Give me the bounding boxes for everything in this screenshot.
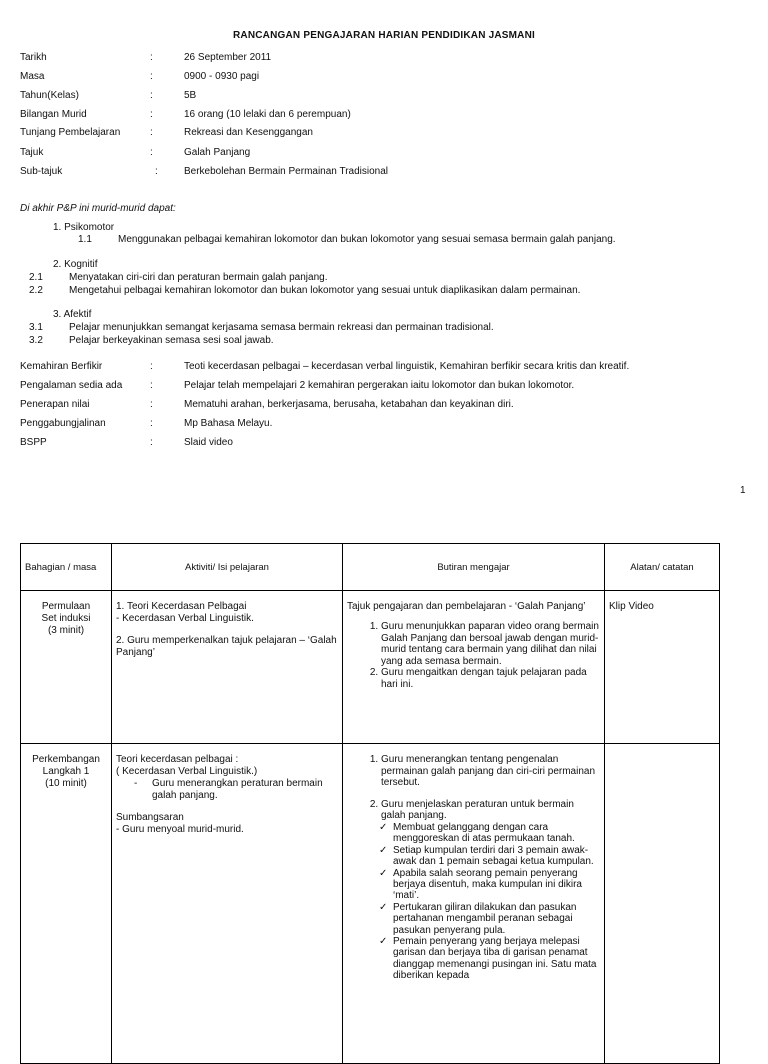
activity-cell — [112, 591, 343, 744]
table-header-row — [21, 544, 720, 591]
field-colon: : — [155, 166, 158, 177]
activity-line: - Guru menyoal murid-murid. — [116, 824, 244, 835]
field-colon: : — [150, 380, 153, 391]
objective-text: Menggunakan pelbagai kemahiran lokomotor dan bukan lokomotor yang sesuai semasa bermain galah panjang. — [118, 234, 616, 245]
activity-line: Sumbangsaran — [116, 812, 184, 823]
activity-line: 2. Guru memperkenalkan tajuk pelajaran – ‘Galah Panjang’ — [116, 635, 337, 658]
field-label: Tahun(Kelas) — [20, 90, 79, 101]
tools-cell — [605, 744, 720, 1064]
list-item: 2. Guru mengaitkan dengan tajuk pelajaran pada hari ini. — [381, 667, 600, 690]
field-value: 5B — [184, 90, 197, 101]
header-cell — [21, 544, 112, 591]
tools-cell — [605, 591, 720, 744]
field-colon: : — [150, 418, 153, 429]
check-item: ✓ Pemain penyerang yang berjaya melepasi garisan dan berjaya tiba di garisan penamat dianggap memenangi pusingan ini. Satu mata diberikan kepada — [379, 936, 600, 982]
field-value: Galah Panjang — [184, 147, 251, 158]
field-value: 16 orang (10 lelaki dan 6 perempuan) — [184, 109, 351, 120]
field-value: 26 September 2011 — [184, 52, 272, 63]
lesson-plan-table — [20, 543, 720, 1064]
field-value: Slaid video — [184, 437, 233, 448]
field-colon: : — [150, 437, 153, 448]
section-cell — [21, 744, 112, 1064]
field-label: Tunjang Pembelajaran — [20, 127, 121, 138]
table-row — [21, 744, 720, 1064]
field-value: Pelajar telah mempelajari 2 kemahiran pergerakan iaitu lokomotor dan bukan lokomotor. — [184, 380, 575, 391]
field-colon: : — [150, 147, 153, 158]
activity-line: Teori kecerdasan pelbagai : — [116, 754, 239, 765]
details-list — [347, 621, 600, 691]
objective-number: 3.1 — [29, 322, 43, 333]
field-colon: : — [150, 127, 153, 138]
dash-marker: - — [134, 778, 138, 789]
rules-checklist — [365, 822, 600, 982]
field-label: Penggabungjalinan — [20, 418, 106, 429]
details-cell — [343, 591, 605, 744]
field-value: Mp Bahasa Melayu. — [184, 418, 273, 429]
objective-head-psikomotor: 1. Psikomotor — [53, 222, 115, 233]
header-butiran: Butiran mengajar — [437, 561, 510, 573]
section-cell — [21, 591, 112, 744]
check-item: ✓ Pertukaran giliran dilakukan dan pasukan pertahanan mengambil peranan sebagai pasukan penyerang pula. — [379, 902, 600, 936]
section-duration: (3 minit) — [47, 625, 85, 636]
field-value: Berkebolehan Bermain Permainan Tradisional — [184, 166, 389, 177]
objective-head-kognitif: 2. Kognitif — [53, 259, 98, 270]
objectives-intro: Di akhir P&P ini murid-murid dapat: — [20, 203, 176, 214]
objective-text: Pelajar menunjukkan semangat kerjasama semasa bermain rekreasi dan permainan tradisional. — [69, 322, 494, 333]
objective-number: 2.2 — [29, 285, 43, 296]
header-bahagian: Bahagian / masa — [25, 561, 97, 573]
field-value: 0900 - 0930 pagi — [184, 71, 260, 82]
objective-number: 1.1 — [78, 234, 92, 245]
section-step: Langkah 1 — [42, 766, 90, 777]
check-item: ✓ Setiap kumpulan terdiri dari 3 pemain awak-awak dan 1 pemain sebagai ketua kumpulan. — [379, 845, 600, 868]
header-aktiviti: Aktiviti/ Isi pelajaran — [185, 561, 269, 573]
details-intro: Tajuk pengajaran dan pembelajaran - ‘Galah Panjang’ — [347, 601, 586, 612]
details-list — [347, 754, 600, 789]
check-item: ✓ Apabila salah seorang pemain penyerang berjaya disentuh, maka kumpulan ini dikira ‘mati’. — [379, 868, 600, 902]
field-label: Tarikh — [20, 52, 47, 63]
objective-text: Mengetahui pelbagai kemahiran lokomotor dan bukan lokomotor yang sesuai untuk diaplikasikan dalam permainan. — [69, 285, 581, 296]
field-colon: : — [150, 90, 153, 101]
check-item: ✓ Membuat gelanggang dengan cara menggoreskan di atas permukaan tanah. — [379, 822, 600, 845]
tools-text — [605, 744, 719, 760]
header-alatan: Alatan/ catatan — [630, 561, 694, 573]
header-cell — [343, 544, 605, 591]
field-colon: : — [150, 109, 153, 120]
field-value: Teoti kecerdasan pelbagai – kecerdasan verbal linguistik, Kemahiran berfikir secara kritis dan kreatif. — [184, 361, 630, 372]
header-cell — [112, 544, 343, 591]
field-label: BSPP — [20, 437, 47, 448]
activity-line: 1. Teori Kecerdasan Pelbagai — [116, 601, 247, 612]
field-label: Tajuk — [20, 147, 44, 158]
details-cell — [343, 744, 605, 1064]
field-colon: : — [150, 52, 153, 63]
list-item: 1. Guru menunjukkan paparan video orang bermain Galah Panjang dan bersoal jawab dengan murid-murid tentang cara bermain yang dilihat dan nilai yang ada semasa bermain. — [381, 621, 600, 667]
list-item: 1. Guru menerangkan tentang pengenalan permainan galah panjang dan ciri-ciri permainan tersebut. — [381, 754, 600, 789]
table-row — [21, 591, 720, 744]
field-label: Kemahiran Berfikir — [20, 361, 103, 372]
field-colon: : — [150, 361, 153, 372]
section-name: Permulaan — [41, 601, 91, 612]
page-number: 1 — [740, 485, 746, 496]
activity-line: ( Kecerdasan Verbal Linguistik.) — [116, 766, 258, 777]
activity-line: - Kecerdasan Verbal Linguistik. — [116, 613, 254, 624]
objective-number: 2.1 — [29, 272, 43, 283]
field-value: Mematuhi arahan, berkerjasama, berusaha, ketabahan dan keyakinan diri. — [184, 399, 514, 410]
list-item: 2. Guru menjelaskan peraturan untuk bermain galah panjang. — [381, 799, 600, 822]
field-label: Bilangan Murid — [20, 109, 87, 120]
activity-cell — [112, 744, 343, 1064]
details-list — [347, 799, 600, 822]
header-cell — [605, 544, 720, 591]
objective-head-afektif: 3. Afektif — [53, 309, 92, 320]
objective-number: 3.2 — [29, 335, 43, 346]
activity-dash-item — [134, 778, 338, 802]
section-name: Perkembangan — [32, 754, 100, 765]
document-title: RANCANGAN PENGAJARAN HARIAN PENDIDIKAN JASMANI — [233, 30, 535, 41]
tools-text: Klip Video — [609, 601, 654, 612]
field-label: Penerapan nilai — [20, 399, 90, 410]
field-label: Masa — [20, 71, 45, 82]
objective-text: Pelajar berkeyakinan semasa sesi soal jawab. — [69, 335, 274, 346]
objective-text: Menyatakan ciri-ciri dan peraturan bermain galah panjang. — [69, 272, 328, 283]
section-step: Set induksi — [41, 613, 91, 624]
field-label: Pengalaman sedia ada — [20, 380, 123, 391]
field-colon: : — [150, 71, 153, 82]
dash-text: Guru menerangkan peraturan bermain galah panjang. — [152, 778, 323, 801]
section-duration: (10 minit) — [45, 778, 87, 789]
field-colon: : — [150, 399, 153, 410]
field-value: Rekreasi dan Kesenggangan — [184, 127, 313, 138]
field-label: Sub-tajuk — [20, 166, 63, 177]
